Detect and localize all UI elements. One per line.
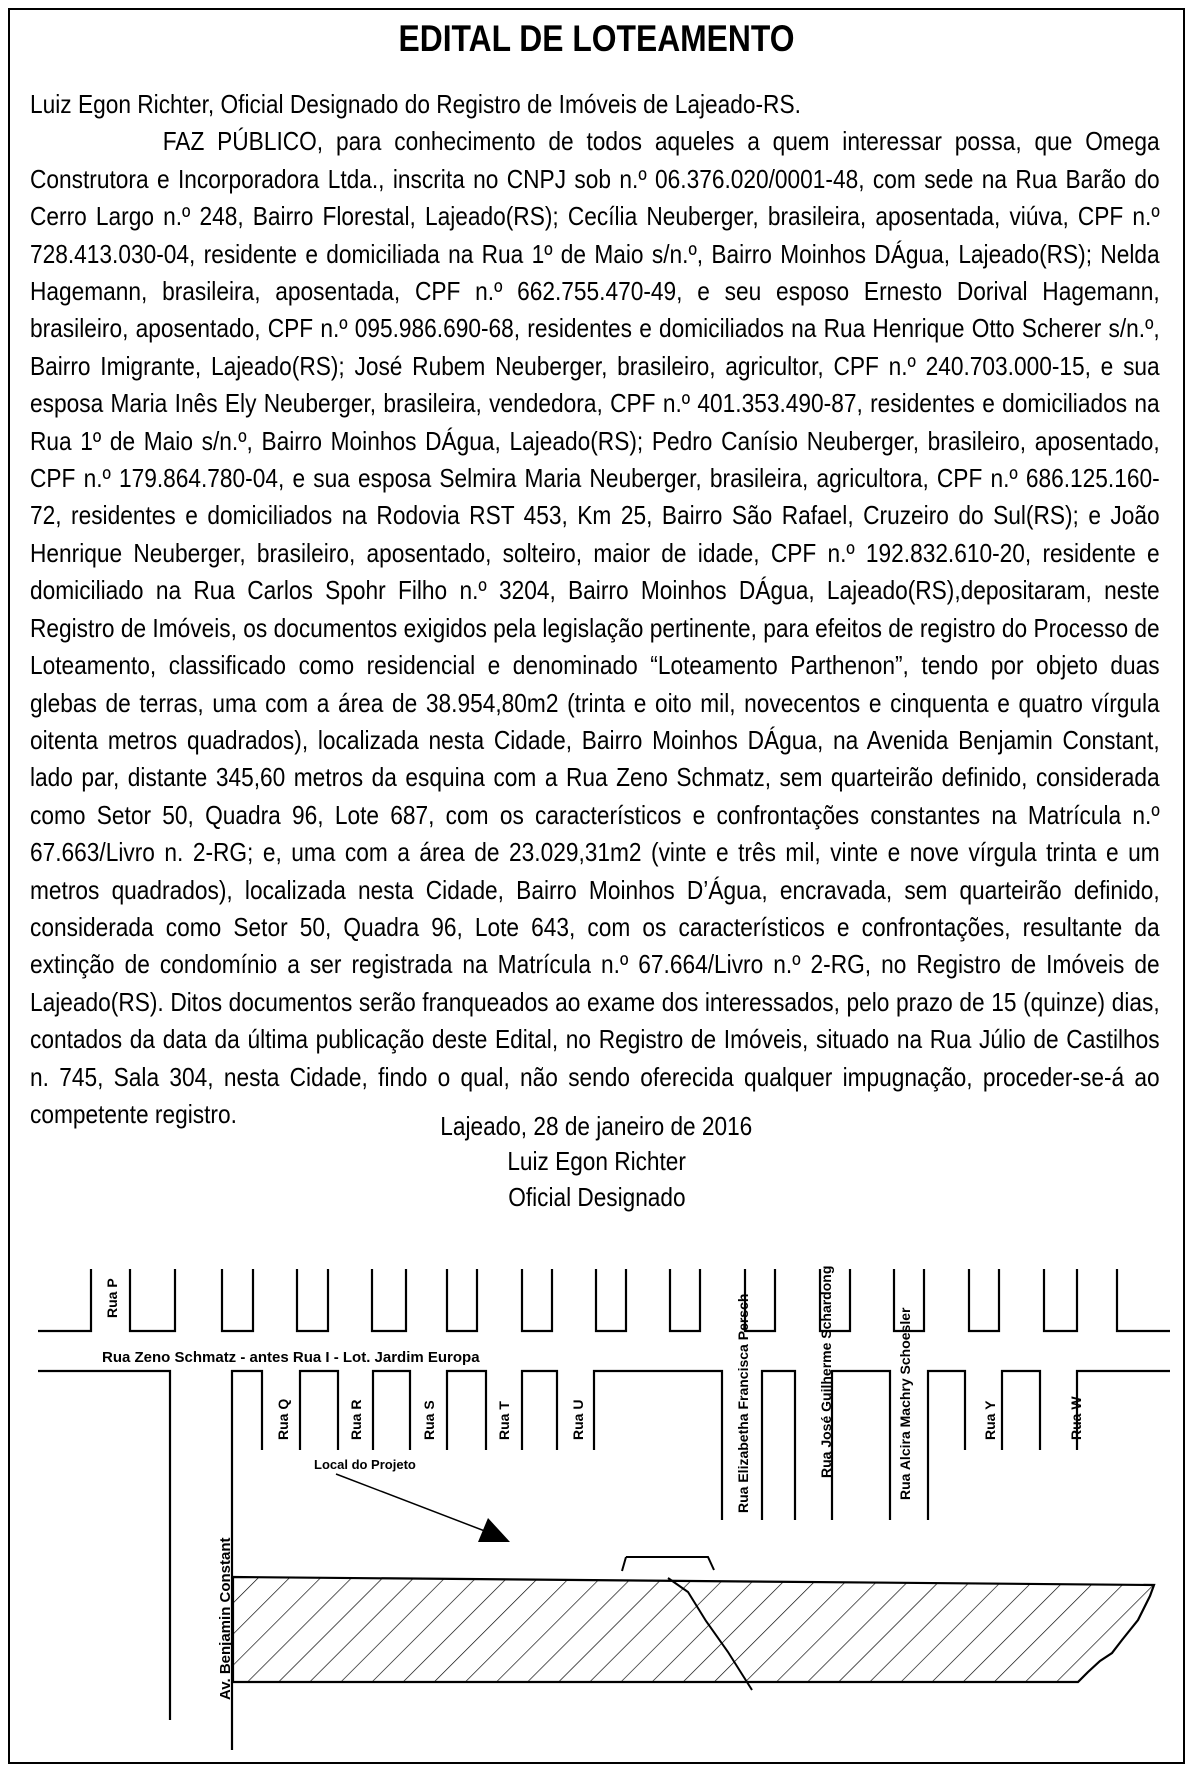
street-label-s: Rua S — [421, 1400, 437, 1440]
street-label-p: Rua P — [104, 1278, 120, 1318]
intro-paragraph: Luiz Egon Richter, Oficial Designado do Registro de Imóveis de Lajeado-RS. — [30, 89, 801, 119]
street-label-jose: Rua José Guilherme Schardong — [818, 1265, 834, 1478]
signature-date: Lajeado, 28 de janeiro de 2016 — [440, 1111, 753, 1141]
street-label-u: Rua U — [570, 1399, 586, 1440]
street-label-t: Rua T — [496, 1401, 512, 1440]
main-street-label: Rua Zeno Schmatz - antes Rua I - Lot. Jardim Europa — [102, 1349, 480, 1366]
project-label: Local do Projeto — [314, 1457, 416, 1472]
avenue-label: Av. Benjamin Constant — [217, 1537, 234, 1700]
bracket-mark — [622, 1557, 714, 1571]
main-paragraph: FAZ PÚBLICO, para conhecimento de todos aqueles a quem interessar possa, que Omega Construtora e Incorporadora Ltda., inscrita no CNPJ sob n.º 06.376.020/0001-48, com sede na Rua Barão do Cerro Largo n.º 248, Bairro Florestal, Lajeado(RS); Cecília Neuberger, brasileira, aposentada, viúva, CPF n.º 728.413.030-04, residente e domiciliada na Rua 1º de Maio s/n.º, Bairro Moinhos DÁgua, Lajeado(RS); Nelda Hagemann, brasileira, aposentada, CPF n.º 662.755.470-49, e seu esposo Ernesto Dorival Hagemann, brasileiro, aposentado, CPF n.º 095.986.690-68, residentes e domiciliados na Rua Henrique Otto Scherer s/n.º, Bairro Imigrante, Lajeado(RS); José Rubem Neuberger, brasileiro, agricultor, CPF n.º 240.703.000-15, e sua esposa Maria Inês Ely Neuberger, brasileira, vendedora, CPF n.º 401.353.490-87, residentes e domiciliados na Rua 1º de Maio s/n.º, Bairro Moinhos DÁgua, Lajeado(RS); Pedro Canísio Neuberger, brasileiro, aposentado, CPF n.º 179.864.780-04, e sua esposa Selmira Maria Neuberger, brasileira, agricultora, CPF n.º 686.125.160-72, residentes e domiciliados na Rodovia RST 453, Km 25, Bairro São Rafael, Cruzeiro do Sul(RS); e João Henrique Neuberger, brasileiro, aposentado, solteiro, maior de idade, CPF n.º 192.832.610-20, residente e domiciliado na Rua Carlos Spohr Filho n.º 3204, Bairro Moinhos DÁgua, Lajeado(RS),depositaram, neste Registro de Imóveis, os documentos exigidos pela legislação pertinente, para efeitos de registro do Processo de Loteamento, classificado como residencial e denominado “Loteamento Parthenon”, tendo por objeto duas glebas de terras, uma com a área de 38.954,80m2 (trinta e oito mil, novecentos e cinquenta e quatro vírgula oitenta metros quadrados), localizada nesta Cidade, Bairro Moinhos DÁgua, na Avenida Benjamin Constant, lado par, distante 345,60 metros da esquina com a Rua Zeno Schmatz, sem quarteirão definido, considerada como Setor 50, Quadra 96, Lote 687, com os característicos e confrontações constantes na Matrícula n.º 67.663/Livro n. 2-RG; e, uma com a área de 23.029,31m2 (vinte e três mil, vinte e nove vírgula trinta e um metros quadrados), localizada nesta Cidade, Bairro Moinhos D’Água, encravada, sem quarteirão definido, considerada como Setor 50, Quadra 96, Lote 643, com os característicos e confrontações, resultante da extinção de condomínio a ser registrada na Matrícula n.º 67.664/Livro n.º 2-RG, no Registro de Imóveis de Lajeado(RS). Ditos documentos serão franqueados ao exame dos interessados, pelo prazo de 15 (quinze) dias, contados da data da última publicação deste Edital, no Registro de Imóveis, situado na Rua Júlio de Castilhos n. 745, Sala 304, nesta Cidade, findo o qual, não sendo oferecida qualquer impugnação, proceder-se-á ao competente registro. — [30, 126, 1160, 1129]
page-title: EDITAL DE LOTEAMENTO — [398, 18, 795, 59]
street-label-elizabetha: Rua Elizabetha Francisca Persch — [735, 1293, 751, 1513]
street-label-q: Rua Q — [275, 1398, 291, 1440]
street-label-r: Rua R — [348, 1399, 364, 1440]
street-label-w: Rua W — [1068, 1396, 1084, 1440]
project-arrow — [336, 1474, 510, 1542]
signature-name: Luiz Egon Richter — [507, 1146, 686, 1176]
street-label-alcira: Rua Alcira Machry Schoesler — [897, 1307, 913, 1500]
street-label-y: Rua Y — [982, 1400, 998, 1440]
project-area — [233, 1577, 1154, 1682]
signature-role: Oficial Designado — [507, 1182, 686, 1212]
